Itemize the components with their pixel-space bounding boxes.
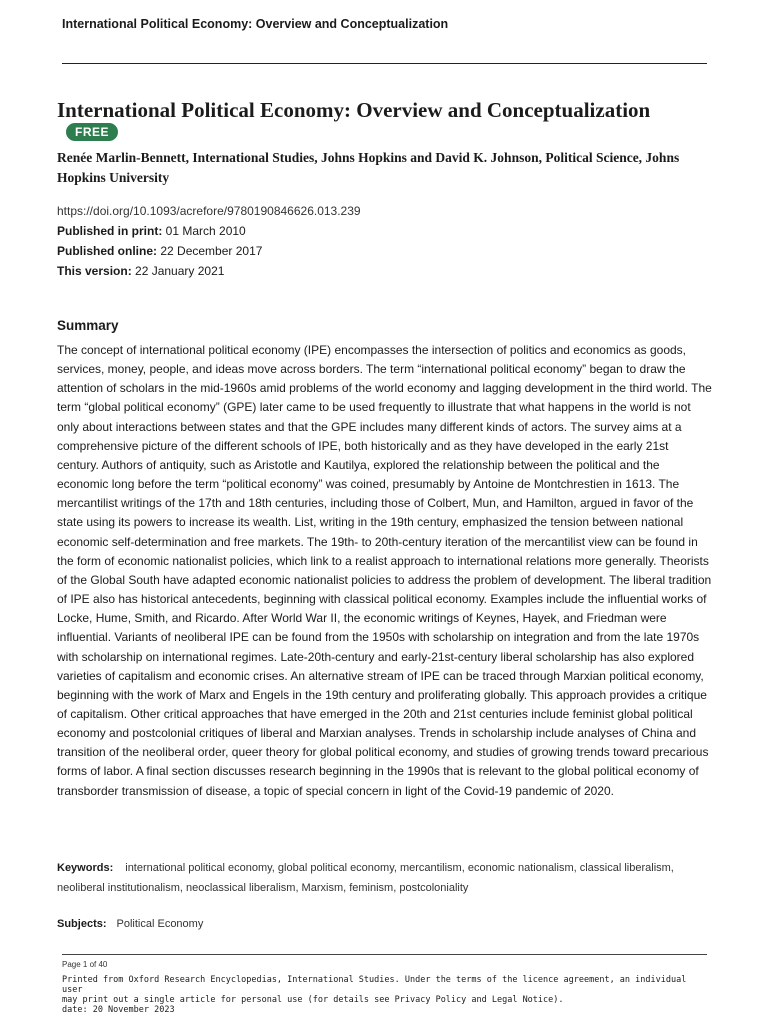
article-authors: Renée Marlin-Bennett, International Studies, Johns Hopkins and David K. Johnson, Political Science, Johns Hopkins University (57, 150, 680, 185)
version-row (57, 261, 707, 281)
article-title: International Political Economy: Overview and Conceptualization (57, 98, 651, 122)
print-notice (62, 975, 702, 1015)
published-print-label: Published in print: (57, 224, 163, 238)
subjects-value[interactable]: Political Economy (116, 918, 204, 930)
free-access-badge: FREE (66, 123, 118, 141)
print-notice-line-1: Printed from Oxford Research Encyclopedias, International Studies. Under the terms of the licence agreement, an individual user (62, 975, 687, 995)
published-online-label: Published online: (57, 244, 158, 258)
header-divider (62, 63, 707, 64)
print-notice-line-2: may print out a single article for personal use (for details see Privacy Policy and Legal Notice). (62, 995, 564, 1005)
keywords-label: Keywords: (57, 862, 114, 874)
version-label: This version: (57, 264, 132, 278)
published-online-date: 22 December 2017 (160, 244, 263, 258)
published-print-date: 01 March 2010 (165, 224, 246, 238)
summary-heading: Summary (57, 318, 119, 333)
subjects-label: Subjects: (57, 918, 107, 930)
publication-metadata (57, 201, 707, 281)
subjects-section (57, 914, 203, 934)
keywords-list: international political economy, global political economy, mercantilism, economic nationalism, classical liberalism, neoliberal institutionalism, neoclassical liberalism, Marxism, feminism, postcoloniality (57, 862, 674, 894)
page-number: Page 1 of 40 (62, 960, 108, 969)
doi-link[interactable]: https://doi.org/10.1093/acrefore/9780190846626.013.239 (57, 204, 361, 218)
running-header-title: International Political Economy: Overview and Conceptualization (62, 17, 449, 31)
print-date: date: 20 November 2023 (62, 1005, 175, 1015)
footer-divider (62, 954, 707, 955)
version-date: 22 January 2021 (135, 264, 225, 278)
summary-text: The concept of international political economy (IPE) encompasses the intersection of politics and economics as goods, services, money, people, and ideas move across borders. The term “international political economy” began to draw the attention of scholars in the mid-1960s amid problems of the world economy and lagging development in the third world. The term “global political economy” (GPE) later came to be used frequently to illustrate that what happens in the world is not only about interactions between states and that the GPE includes many different kinds of actors. The survey aims at a comprehensive picture of the different schools of IPE, both historically and as they have developed in the early 21st century. Authors of antiquity, such as Aristotle and Kautilya, explored the relationship between the political and the economic long before the term “political economy” was coined, presumably by Antoine de Montchrestien in 1613. The mercantilist writings of the 17th and 18th centuries, including those of Colbert, Mun, and Hamilton, argued in favor of the state using its powers to increase its wealth. List, writing in the 19th century, emphasized the tension between national economic self-determination and free markets. The 19th- to 20th-century iteration of the mercantilist view can be found in the form of economic nationalist policies, which link to a realist approach to international relations more generally. Theorists of the Global South have adapted economic nationalist policies to address the problem of development. The liberal tradition of IPE also has historical antecedents, beginning with classical political economy. Examples include the influential works of Locke, Hume, Smith, and Ricardo. After World War II, the economic writings of Keynes, Hayek, and Friedman were influential. Variants of neoliberal IPE can be found from the 1950s with scholarship on integration and from the late 1970s with scholarship on international regimes. Late-20th-century and early-21st-century liberal scholarship has also explored varieties of capitalism and economic crises. An alternative stream of IPE can be traced through Marxian political economy, beginning with the work of Marx and Engels in the 19th century and proliferating globally. This approach provides a critique of capitalism. Other critical approaches that have emerged in the 20th and 21st centuries include feminist global political economy and postcolonial critiques of liberal and Marxian analyses. Trends in scholarship include analyses of China and transition of the neoliberal order, queer theory for global political economy, and studies of growing trends toward precarious forms of labor. A final section discusses research beginning in the 1990s that is relevant to the global political economy of transborder transmission of disease, a topic of special concern in light of the Covid-19 pandemic of 2020. (57, 343, 712, 798)
published-print-row (57, 221, 707, 241)
published-online-row (57, 241, 707, 261)
keywords-section (57, 858, 712, 898)
